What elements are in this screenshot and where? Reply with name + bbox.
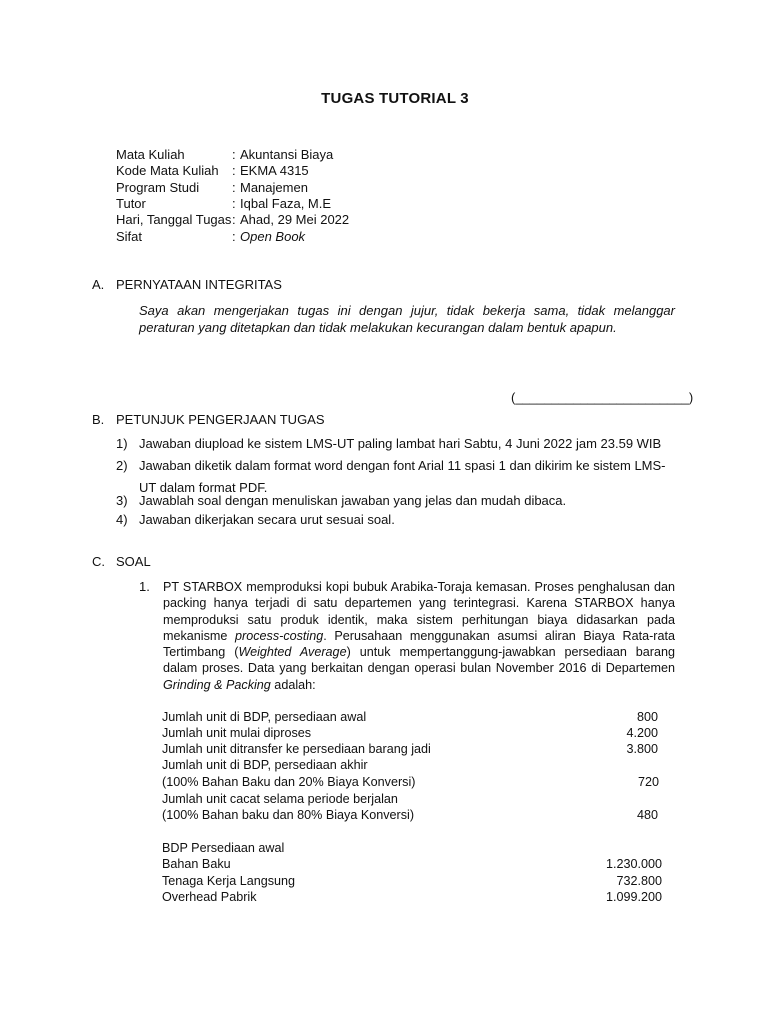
list-item-number: 4) — [116, 512, 128, 527]
info-colon: : — [232, 229, 236, 244]
row-value: 1.230.000 — [605, 857, 662, 871]
table-row — [162, 774, 658, 790]
table-row — [162, 757, 658, 773]
integrity-statement: Saya akan mengerjakan tugas ini dengan jujur, tidak bekerja sama, tidak melanggar peraturan yang ditetapkan dan tidak melakukan kecurangan dalam bentuk apapun. — [139, 303, 675, 335]
info-colon: : — [232, 180, 236, 195]
table-row — [162, 873, 662, 889]
info-label: Sifat — [116, 229, 143, 244]
list-item: Jawaban diupload ke sistem LMS-UT paling lambat hari Sabtu, 4 Juni 2022 jam 23.59 WIB — [139, 436, 662, 451]
section-title-instructions: PETUNJUK PENGERJAAN TUGAS — [116, 412, 325, 427]
question-text-italic: Grinding & Packing — [163, 677, 271, 692]
info-value: Ahad, 29 Mei 2022 — [240, 212, 350, 227]
row-label: Jumlah unit di BDP, persediaan akhir — [162, 758, 368, 772]
row-label: Bahan Baku — [162, 857, 231, 871]
row-label: Jumlah unit cacat selama periode berjalan — [162, 792, 398, 806]
section-title-questions: SOAL — [116, 554, 151, 569]
question-text-italic: Weighted Average — [238, 645, 347, 660]
list-item: Jawablah soal dengan menuliskan jawaban yang jelas dan mudah dibaca. — [139, 493, 567, 508]
info-value: Open Book — [240, 229, 306, 244]
section-letter-b: B. — [92, 412, 105, 427]
section-title-integrity: PERNYATAAN INTEGRITAS — [116, 277, 282, 292]
row-value: 732.800 — [616, 874, 662, 888]
info-value: Iqbal Faza, M.E — [240, 196, 332, 211]
info-colon: : — [232, 212, 236, 227]
info-value: Manajemen — [240, 180, 308, 195]
info-value: Akuntansi Biaya — [240, 147, 334, 162]
section-letter-a: A. — [92, 277, 105, 292]
table-row — [162, 709, 658, 725]
list-item-number: 3) — [116, 493, 128, 508]
info-value: EKMA 4315 — [240, 163, 309, 178]
info-label: Hari, Tanggal Tugas — [116, 212, 232, 227]
question-number: 1. — [139, 579, 150, 594]
question-text-part: PT STARBOX memproduksi kopi bubuk Arabika-Toraja kemasan. Proses penghalusan dan packing hanya terjadi di satu departemen yang terintegrasi. Karena STARBOX hanya memproduksi satu produk identik, maka sistem perhitungan biaya didasarkan pada mekanisme — [163, 580, 675, 643]
info-label: Kode Mata Kuliah — [116, 163, 219, 178]
info-label: Tutor — [116, 196, 146, 211]
question-text-part: ) untuk mempertanggung-jawabkan persediaan barang dalam proses. Data yang berkaitan dengan operasi bulan November 2016 di Departemen — [163, 645, 675, 676]
question-text-italic: process-costing — [235, 628, 324, 643]
question-text — [163, 579, 675, 693]
question-text-part: . Perusahaan menggunakan asumsi aliran Biaya Rata-rata Tertimbang ( — [163, 628, 675, 660]
document-title: TUGAS TUTORIAL 3 — [321, 90, 469, 107]
row-value: 1.099.200 — [605, 890, 662, 904]
table-row — [162, 791, 658, 807]
list-item-number: 2) — [116, 458, 128, 473]
info-colon: : — [232, 196, 236, 211]
row-label: Jumlah unit mulai diproses — [162, 726, 312, 740]
row-value: 480 — [636, 808, 658, 822]
row-label: (100% Bahan Baku dan 20% Biaya Konversi) — [162, 775, 416, 789]
row-label: Jumlah unit ditransfer ke persediaan barang jadi — [162, 742, 431, 756]
info-label: Mata Kuliah — [116, 147, 185, 162]
list-item: Jawaban diketik dalam format word dengan font Arial 11 spasi 1 dan dikirim ke sistem LMS-UT dalam format PDF. — [139, 458, 666, 495]
table-row — [162, 807, 658, 823]
row-label: Tenaga Kerja Langsung — [162, 874, 296, 888]
row-value: 720 — [637, 775, 659, 789]
question-text-part: adalah: — [270, 677, 316, 692]
table-row — [162, 889, 662, 905]
bdp-heading-label: BDP Persediaan awal — [162, 841, 285, 855]
info-label: Program Studi — [116, 180, 200, 195]
row-value: 800 — [636, 710, 658, 724]
list-item-number: 1) — [116, 436, 128, 451]
info-colon: : — [232, 163, 236, 178]
info-colon: : — [232, 147, 236, 162]
row-label: (100% Bahan baku dan 80% Biaya Konversi) — [162, 808, 415, 822]
table-row — [162, 856, 662, 872]
row-value: 3.800 — [626, 742, 658, 756]
row-label: Overhead Pabrik — [162, 890, 257, 904]
table-row — [162, 725, 658, 741]
list-item: Jawaban dikerjakan secara urut sesuai soal. — [139, 512, 395, 527]
row-label: Jumlah unit di BDP, persediaan awal — [162, 710, 367, 724]
table-row — [162, 741, 658, 757]
row-value: 4.200 — [626, 726, 658, 740]
signature-line: (________________________) — [511, 390, 694, 405]
bdp-heading — [162, 840, 658, 856]
section-letter-c: C. — [92, 554, 105, 569]
